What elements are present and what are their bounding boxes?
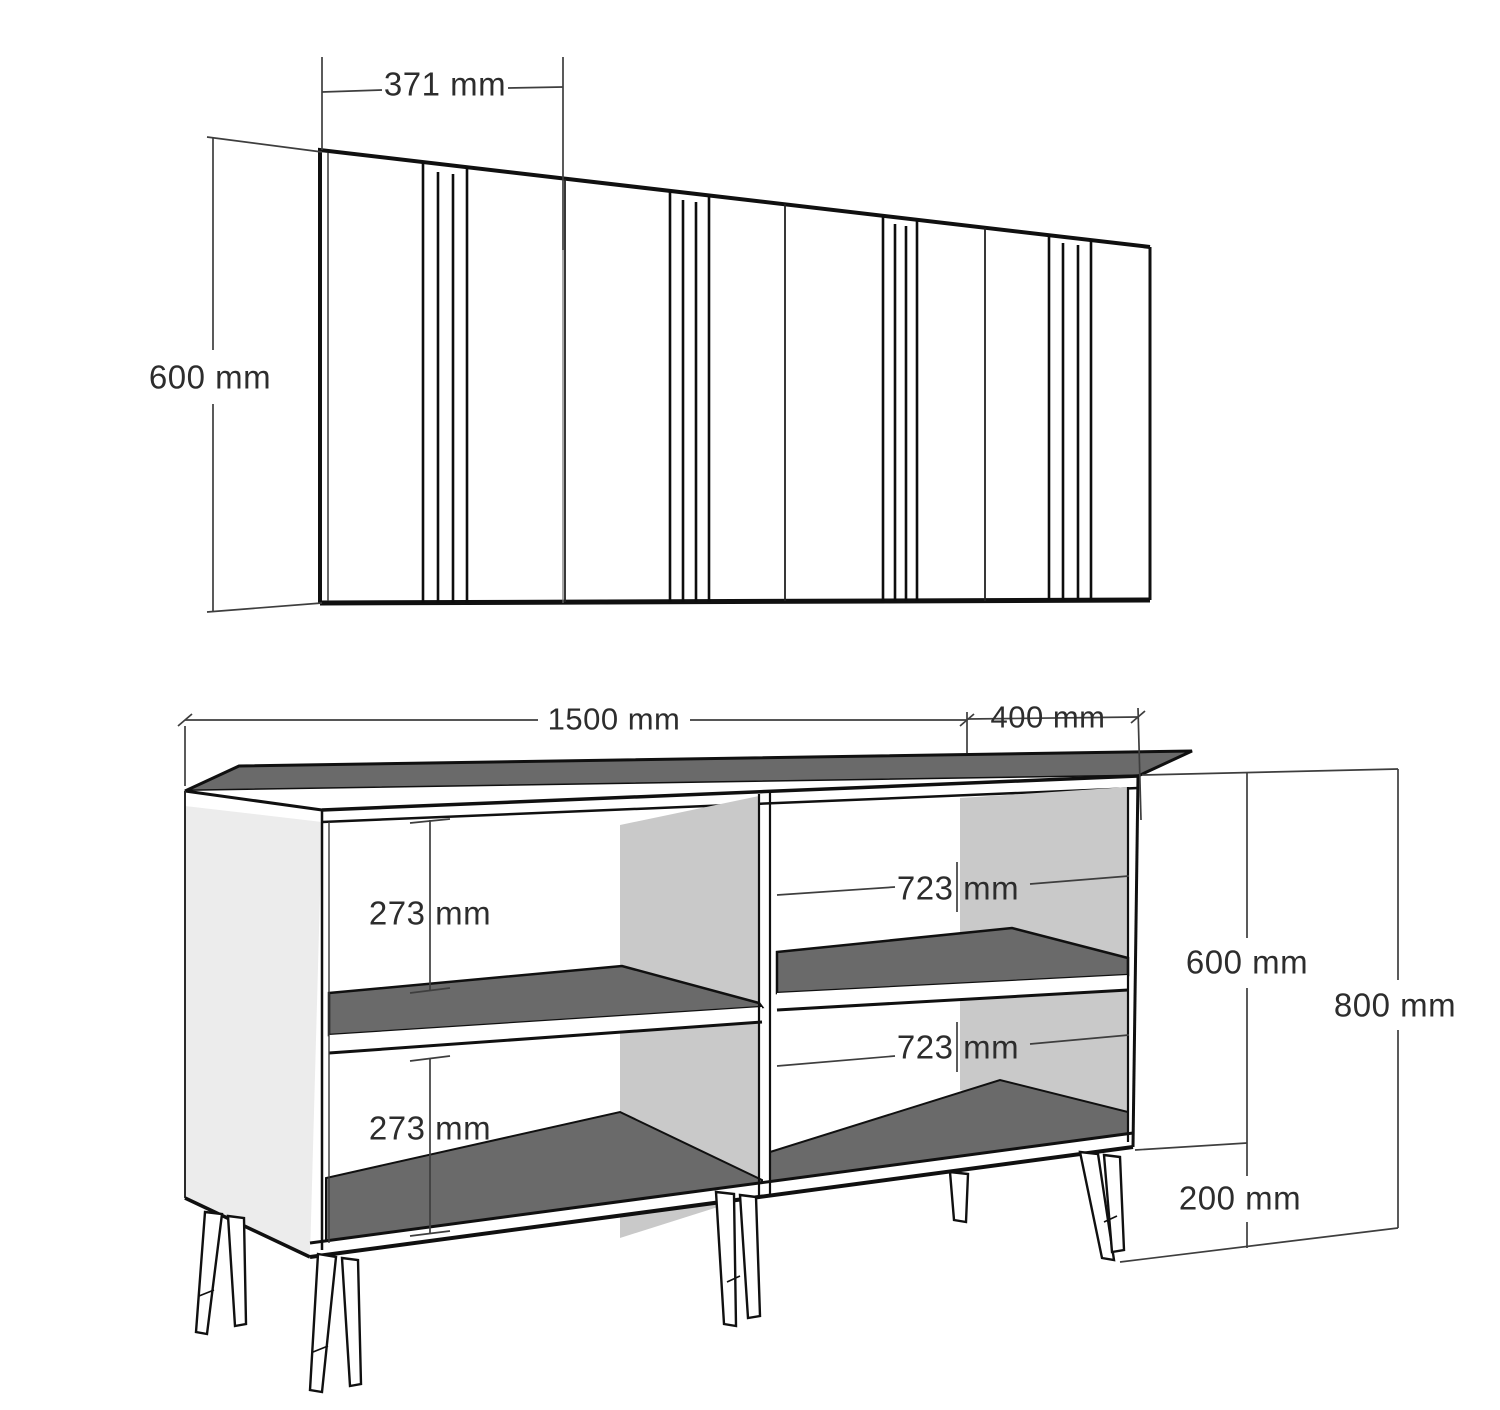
perspective-view: [178, 708, 1398, 1392]
dim-label-upper-compartment-width: 723 mm: [896, 869, 1020, 907]
dim-label-panel-height: 600 mm: [148, 358, 272, 396]
dim-label-depth: 400 mm: [990, 699, 1106, 735]
dim-label-lower-compartment-height: 273 mm: [368, 1109, 492, 1147]
dim-label-body-height: 600 mm: [1185, 943, 1309, 981]
dim-label-door-width: 371 mm: [383, 65, 507, 103]
dim-label-total-height: 800 mm: [1333, 986, 1457, 1024]
dim-label-width: 1500 mm: [547, 701, 681, 737]
front-panel-view: [207, 57, 1150, 612]
dim-label-lower-compartment-width: 723 mm: [896, 1028, 1020, 1066]
dim-label-leg-height: 200 mm: [1178, 1179, 1302, 1217]
dim-label-upper-compartment-height: 273 mm: [368, 894, 492, 932]
front-right-corner-edge: [1133, 776, 1138, 1147]
left-side-panel: [185, 806, 322, 1257]
panel-face: [320, 150, 1150, 603]
